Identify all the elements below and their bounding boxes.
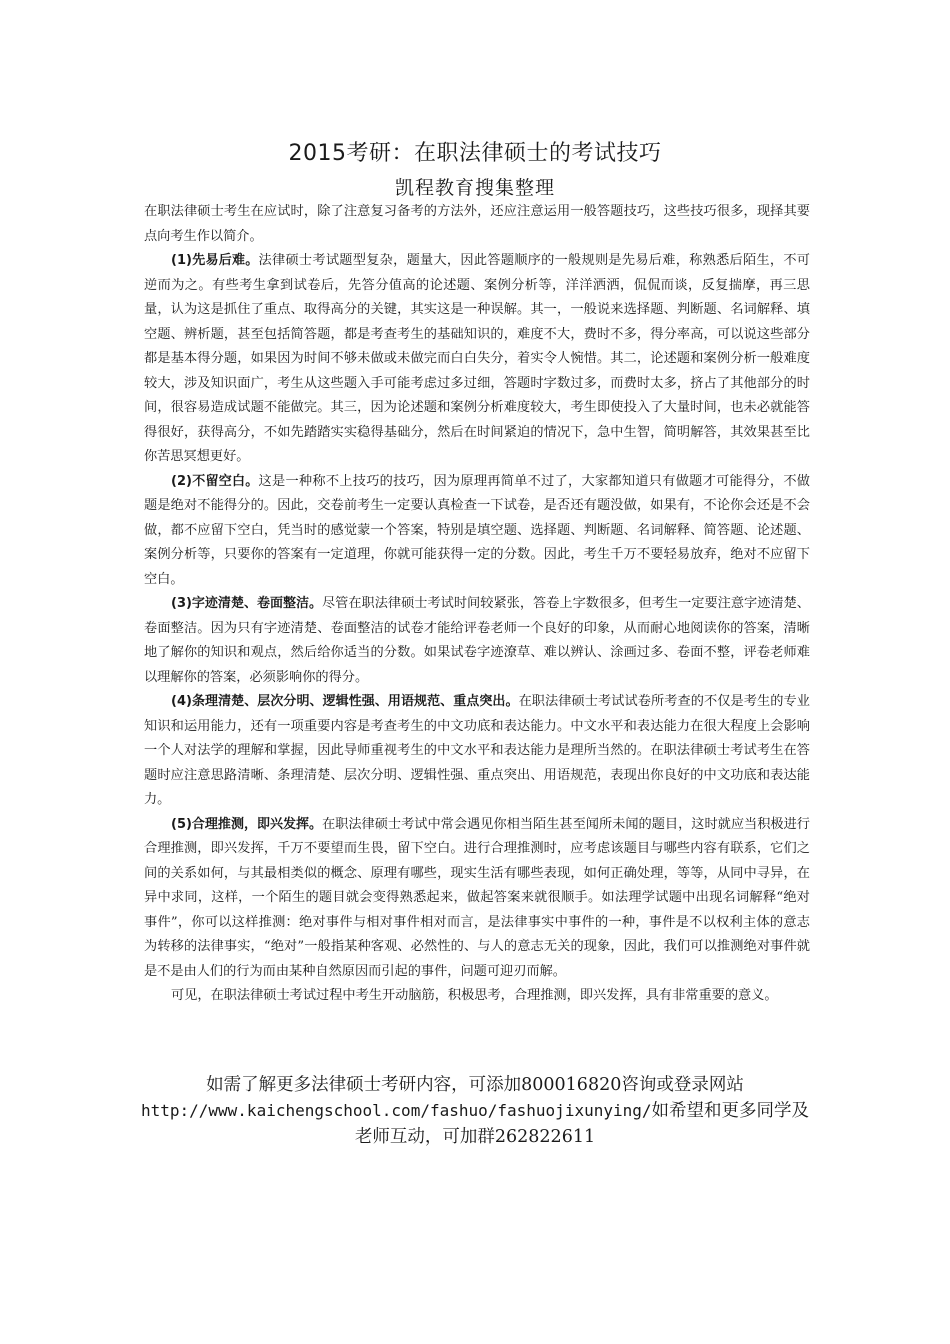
section-text: 在职法律硕士考试中常会遇见你相当陌生甚至闻所未闻的题目，这时就应当积极进行合理推测，即兴发挥，千万不要望而生畏，留下空白。进行合理推测时，应考虑该题目与哪些内容有联系，它们之间的关系如何，与其最相类似的概念、原理有哪些，现实生活有哪些表现，如何正确处理，等等，从同中寻异，在异中求同，这样，一个陌生的题目就会变得熟悉起来，做起答案来就很顺手。如法理学试题中出现名词解释“绝对事件”，你可以这样推测：绝对事件与相对事件相对而言，是法律事实中事件的一种，事件是不以权利主体的意志为转移的法律事实，“绝对”一般指某种客观、必然性的、与人的意志无关的现象，因此，我们可以推测绝对事件就是不是由人们的行为而由某种自然原因而引起的事件，问题可迎刃而解。	[144, 816, 810, 979]
footer-url-link[interactable]: http://www.kaichengschool.com/fashuo/fashuojixunying/	[140, 1101, 652, 1120]
section-text: 尽管在职法律硕士考试时间较紧张，答卷上字数很多，但考生一定要注意字迹清楚、卷面整洁。因为只有字迹清楚、卷面整洁的试卷才能给评卷老师一个良好的印象，从而耐心地阅读你的答案，清晰地了解你的知识和观点，然后给你适当的分数。如果试卷字迹潦草、难以辨认、涂画过多、卷面不整，评卷老师难以理解你的答案，必须影响你的得分。	[144, 596, 810, 685]
section-paragraph	[144, 249, 810, 470]
footer-contact	[140, 1072, 810, 1150]
section-text: 在职法律硕士考试试卷所考查的不仅是考生的专业知识和运用能力，还有一项重要内容是考查考生的中文功底和表达能力。中文水平和表达能力在很大程度上会影响一个人对法学的理解和掌握，因此导师重视考生的中文水平和表达能力是理所当然的。在职法律硕士考试考生在答题时应注意思路清晰、条理清楚、层次分明、逻辑性强、重点突出、用语规范，表现出你良好的中文功底和表达能力。	[144, 694, 810, 807]
document-subtitle: 凯程教育搜集整理	[394, 177, 555, 199]
section-paragraph	[144, 592, 810, 690]
document-body	[144, 200, 810, 1009]
section-text: 法律硕士考试题型复杂，题量大，因此答题顺序的一般规则是先易后难，称熟悉后陌生，不可逆而为之。有些考生拿到试卷后，先答分值高的论述题、案例分析等，洋洋洒洒，侃侃而谈，反复揣摩，再三思量，认为这是抓住了重点、取得高分的关键，其实这是一种误解。其一，一般说来选择题、判断题、名词解释、填空题、辨析题，甚至包括简答题，都是考查考生的基础知识的，难度不大，费时不多，得分率高，可以说这些部分都是基本得分题，如果因为时间不够未做或未做完而白白失分，着实令人惋惜。其二，论述题和案例分析一般难度较大，涉及知识面广，考生从这些题入手可能考虑过多过细，答题时字数过多，而费时太多，挤占了其他部分的时间，很容易造成试题不能做完。其三，因为论述题和案例分析难度较大，考生即使投入了大量时间，也未必就能答得很好，获得高分，不如先踏踏实实稳得基础分，然后在时间紧迫的情况下，急中生智，简明解答，其效果甚至比你苦思冥想更好。	[144, 253, 810, 464]
document-title: 2015考研：在职法律硕士的考试技巧	[288, 141, 662, 166]
section-paragraph	[144, 470, 810, 593]
footer-middle: 咨询或登录网站	[621, 1075, 744, 1095]
section-heading: (5)合理推测，即兴发挥。	[171, 816, 322, 832]
footer-suffix: 如希望和更多同学及老师互动，可加群	[354, 1101, 810, 1147]
section-heading: (3)字迹清楚、卷面整洁。	[171, 596, 322, 611]
section-text: 这是一种称不上技巧的技巧，因为原理再简单不过了，大家都知道只有做题才可能得分，不做题是绝对不能得分的。因此，交卷前考生一定要认真检查一下试卷，是否还有题没做，如果有，不论你会还是不会做，都不应留下空白，凭当时的感觉蒙一个答案，特别是填空题、选择题、判断题、名词解释、简答题、论述题、案例分析等，只要你的答案有一定道理，你就可能获得一定的分数。因此，考生千万不要轻易放弃，绝对不应留下空白。	[144, 473, 810, 587]
section-paragraph	[144, 690, 810, 813]
intro-paragraph: 在职法律硕士考生在应试时，除了注意复习备考的方法外，还应注意运用一般答题技巧，这些技巧很多，现择其要点向考生作以简介。	[144, 204, 810, 244]
footer-group-number: 262822611	[494, 1127, 596, 1147]
section-heading: (4)条理清楚、层次分明、逻辑性强、用语规范、重点突出。	[171, 694, 519, 709]
section-paragraph	[144, 813, 810, 985]
section-heading: (1)先易后难。	[171, 253, 259, 268]
footer-prefix: 如需了解更多法律硕士考研内容，可添加	[206, 1075, 522, 1095]
conclusion-paragraph: 可见，在职法律硕士考试过程中考生开动脑筋，积极思考，合理推测，即兴发挥，具有非常重要的意义。	[171, 988, 778, 1003]
footer-phone: 800016820	[521, 1075, 622, 1095]
section-heading: (2)不留空白。	[171, 473, 259, 489]
